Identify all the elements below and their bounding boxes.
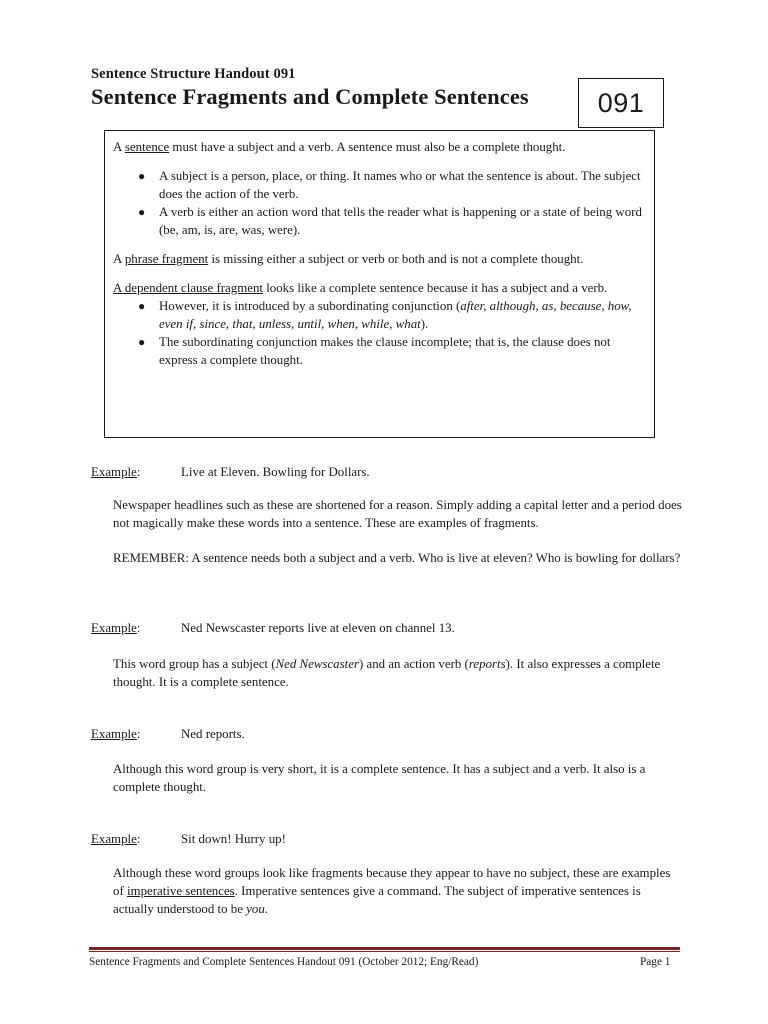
handout-kicker: Sentence Structure Handout 091	[91, 66, 296, 82]
example-text: Ned Newscaster reports live at eleven on channel 13.	[181, 621, 455, 635]
example-heading: Example: Ned Newscaster reports live at eleven on channel 13.	[91, 621, 455, 635]
page-title: Sentence Fragments and Complete Sentences	[91, 84, 529, 109]
term-phrase-fragment: phrase fragment	[124, 252, 209, 266]
bullet-incomplete: ● The subordinating conjunction makes the clause incomplete; that is, the clause does not express a complete thought.	[138, 335, 611, 367]
example-explanation: This word group has a subject (Ned Newscaster) and an action verb (reports). It also expresses a complete thought. It is a complete sentence.	[113, 657, 661, 689]
example-explanation: Although these word groups look like fragments because they appear to have no subject, these are examples of imperative sentences. Imperative sentences give a command. The subject of imperative sentences is actually understood to be you.	[113, 866, 671, 916]
footer-rule	[89, 947, 680, 950]
bullet-dot-icon: ●	[138, 299, 146, 313]
dependent-clause-bullets	[113, 297, 644, 369]
term-dependent-clause-fragment: A dependent clause fragment	[113, 281, 263, 295]
footer-rule-thin	[89, 951, 680, 952]
example-heading: Example: Live at Eleven. Bowling for Dollars.	[91, 465, 370, 479]
example-heading: Example: Sit down! Hurry up!	[91, 832, 286, 846]
example-heading: Example: Ned reports.	[91, 727, 245, 741]
example-text: Ned reports.	[181, 727, 245, 741]
bullet-dot-icon: ●	[138, 169, 146, 183]
remember-note: REMEMBER: A sentence needs both a subject and a verb. Who is live at eleven? Who is bowling for dollars?	[113, 551, 681, 565]
bullet-subject: ● A subject is a person, place, or thing. It names who or what the sentence is about. The subject does the action of the verb.	[138, 169, 641, 201]
dependent-clause-definition: A dependent clause fragment looks like a complete sentence because it has a subject and a verb.	[113, 281, 608, 295]
page-number: Page 1	[640, 956, 671, 968]
sentence-bullets	[113, 167, 644, 239]
example-label: Example	[91, 621, 137, 635]
example-label: Example	[91, 465, 137, 479]
example-explanation: Although this word group is very short, it is a complete sentence. It has a subject and a verb. It also is a complete thought.	[113, 762, 646, 794]
example-text: Sit down! Hurry up!	[181, 832, 286, 846]
example-label: Example	[91, 832, 137, 846]
example-label: Example	[91, 727, 137, 741]
example-explanation: Newspaper headlines such as these are shortened for a reason. Simply adding a capital letter and a period does not magically make these words into a sentence. These are examples of fragments.	[113, 498, 682, 530]
bullet-conjunction: ● However, it is introduced by a subordinating conjunction (after, although, as, because, how, even if, since, that, unless, until, when, while, what).	[138, 299, 632, 331]
sentence-definition: A sentence must have a subject and a verb. A sentence must also be a complete thought.	[113, 140, 566, 154]
bullet-verb: ● A verb is either an action word that tells the reader what is happening or a state of being word (be, am, is, are, was, were).	[138, 205, 642, 237]
term-sentence: sentence	[124, 140, 170, 154]
bullet-dot-icon: ●	[138, 205, 146, 219]
phrase-fragment-definition: A phrase fragment is missing either a subject or verb or both and is not a complete thought.	[113, 252, 584, 266]
example-text: Live at Eleven. Bowling for Dollars.	[181, 465, 370, 479]
bullet-dot-icon: ●	[138, 335, 146, 349]
footer-title: Sentence Fragments and Complete Sentences Handout 091 (October 2012; Eng/Read)	[89, 956, 479, 968]
definitions-box	[104, 130, 655, 438]
handout-number-box: 091	[578, 78, 664, 128]
